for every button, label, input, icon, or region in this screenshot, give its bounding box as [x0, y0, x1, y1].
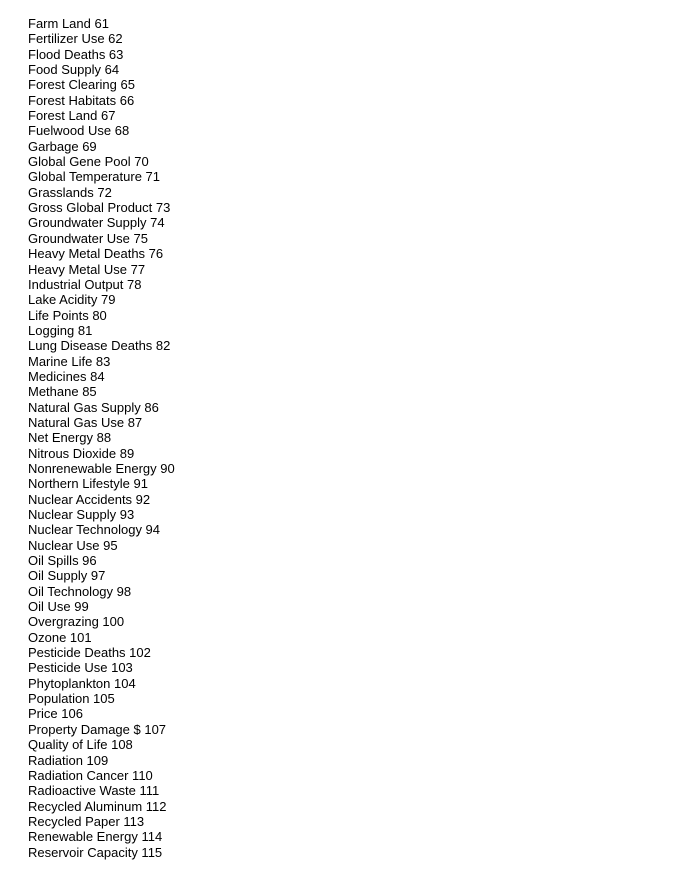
index-entry: Forest Habitats 66 — [28, 92, 135, 108]
index-entry: Oil Spills 96 — [28, 553, 97, 569]
index-entry: Forest Land 67 — [28, 108, 116, 124]
index-entry: Oil Supply 97 — [28, 568, 106, 584]
index-entry: Lung Disease Deaths 82 — [28, 338, 171, 354]
index-entry: Ozone 101 — [28, 629, 92, 645]
index-entry: Oil Technology 98 — [28, 583, 132, 599]
index-entry: Price 106 — [28, 706, 83, 722]
index-entry: Heavy Metal Use 77 — [28, 261, 146, 277]
index-entry: Recycled Paper 113 — [28, 813, 145, 829]
index-entry: Garbage 69 — [28, 138, 97, 154]
index-entry: Renewable Energy 114 — [28, 829, 163, 845]
index-entry: Population 105 — [28, 691, 115, 707]
index-entry: Gross Global Product 73 — [28, 200, 171, 216]
index-entry: Global Temperature 71 — [28, 169, 161, 185]
index-entry: Radioactive Waste 111 — [28, 783, 160, 799]
index-entry: Nuclear Accidents 92 — [28, 491, 151, 507]
index-entry: Flood Deaths 63 — [28, 46, 124, 62]
index-entry: Groundwater Supply 74 — [28, 215, 165, 231]
index-entry: Industrial Output 78 — [28, 276, 142, 292]
index-entry: Pesticide Deaths 102 — [28, 645, 151, 661]
index-entry: Overgrazing 100 — [28, 614, 125, 630]
index-entry: Life Points 80 — [28, 307, 107, 323]
index-entry: Radiation 109 — [28, 752, 109, 768]
index-entry: Nitrous Dioxide 89 — [28, 445, 135, 461]
index-entry: Property Damage $ 107 — [28, 721, 167, 737]
index-entry: Northern Lifestyle 91 — [28, 476, 148, 492]
index-entry: Reservoir Capacity 115 — [28, 844, 163, 860]
index-entry: Phytoplankton 104 — [28, 675, 136, 691]
index-entry: Groundwater Use 75 — [28, 230, 148, 246]
index-entry: Fertilizer Use 62 — [28, 31, 123, 47]
index-entry: Net Energy 88 — [28, 430, 112, 446]
index-entry: Natural Gas Supply 86 — [28, 399, 159, 415]
index-entry: Food Supply 64 — [28, 62, 120, 78]
index-entry: Methane 85 — [28, 384, 97, 400]
index-entry: Nuclear Use 95 — [28, 537, 118, 553]
index-entry: Natural Gas Use 87 — [28, 414, 143, 430]
index-entry: Grasslands 72 — [28, 184, 112, 200]
index-list — [28, 16, 175, 860]
index-entry: Forest Clearing 65 — [28, 77, 135, 93]
index-entry: Pesticide Use 103 — [28, 660, 133, 676]
index-entry: Radiation Cancer 110 — [28, 767, 153, 783]
index-entry: Medicines 84 — [28, 368, 105, 384]
index-entry: Nonrenewable Energy 90 — [28, 460, 175, 476]
index-entry: Global Gene Pool 70 — [28, 154, 149, 170]
index-entry: Quality of Life 108 — [28, 737, 133, 753]
index-entry: Oil Use 99 — [28, 599, 89, 615]
index-entry: Lake Acidity 79 — [28, 292, 116, 308]
index-entry: Recycled Aluminum 112 — [28, 798, 167, 814]
index-entry: Fuelwood Use 68 — [28, 123, 130, 139]
index-entry: Heavy Metal Deaths 76 — [28, 246, 164, 262]
index-entry: Nuclear Supply 93 — [28, 507, 135, 522]
index-entry: Marine Life 83 — [28, 353, 111, 369]
index-entry: Farm Land 61 — [28, 16, 109, 31]
index-entry: Logging 81 — [28, 322, 93, 338]
index-entry: Nuclear Technology 94 — [28, 522, 161, 538]
